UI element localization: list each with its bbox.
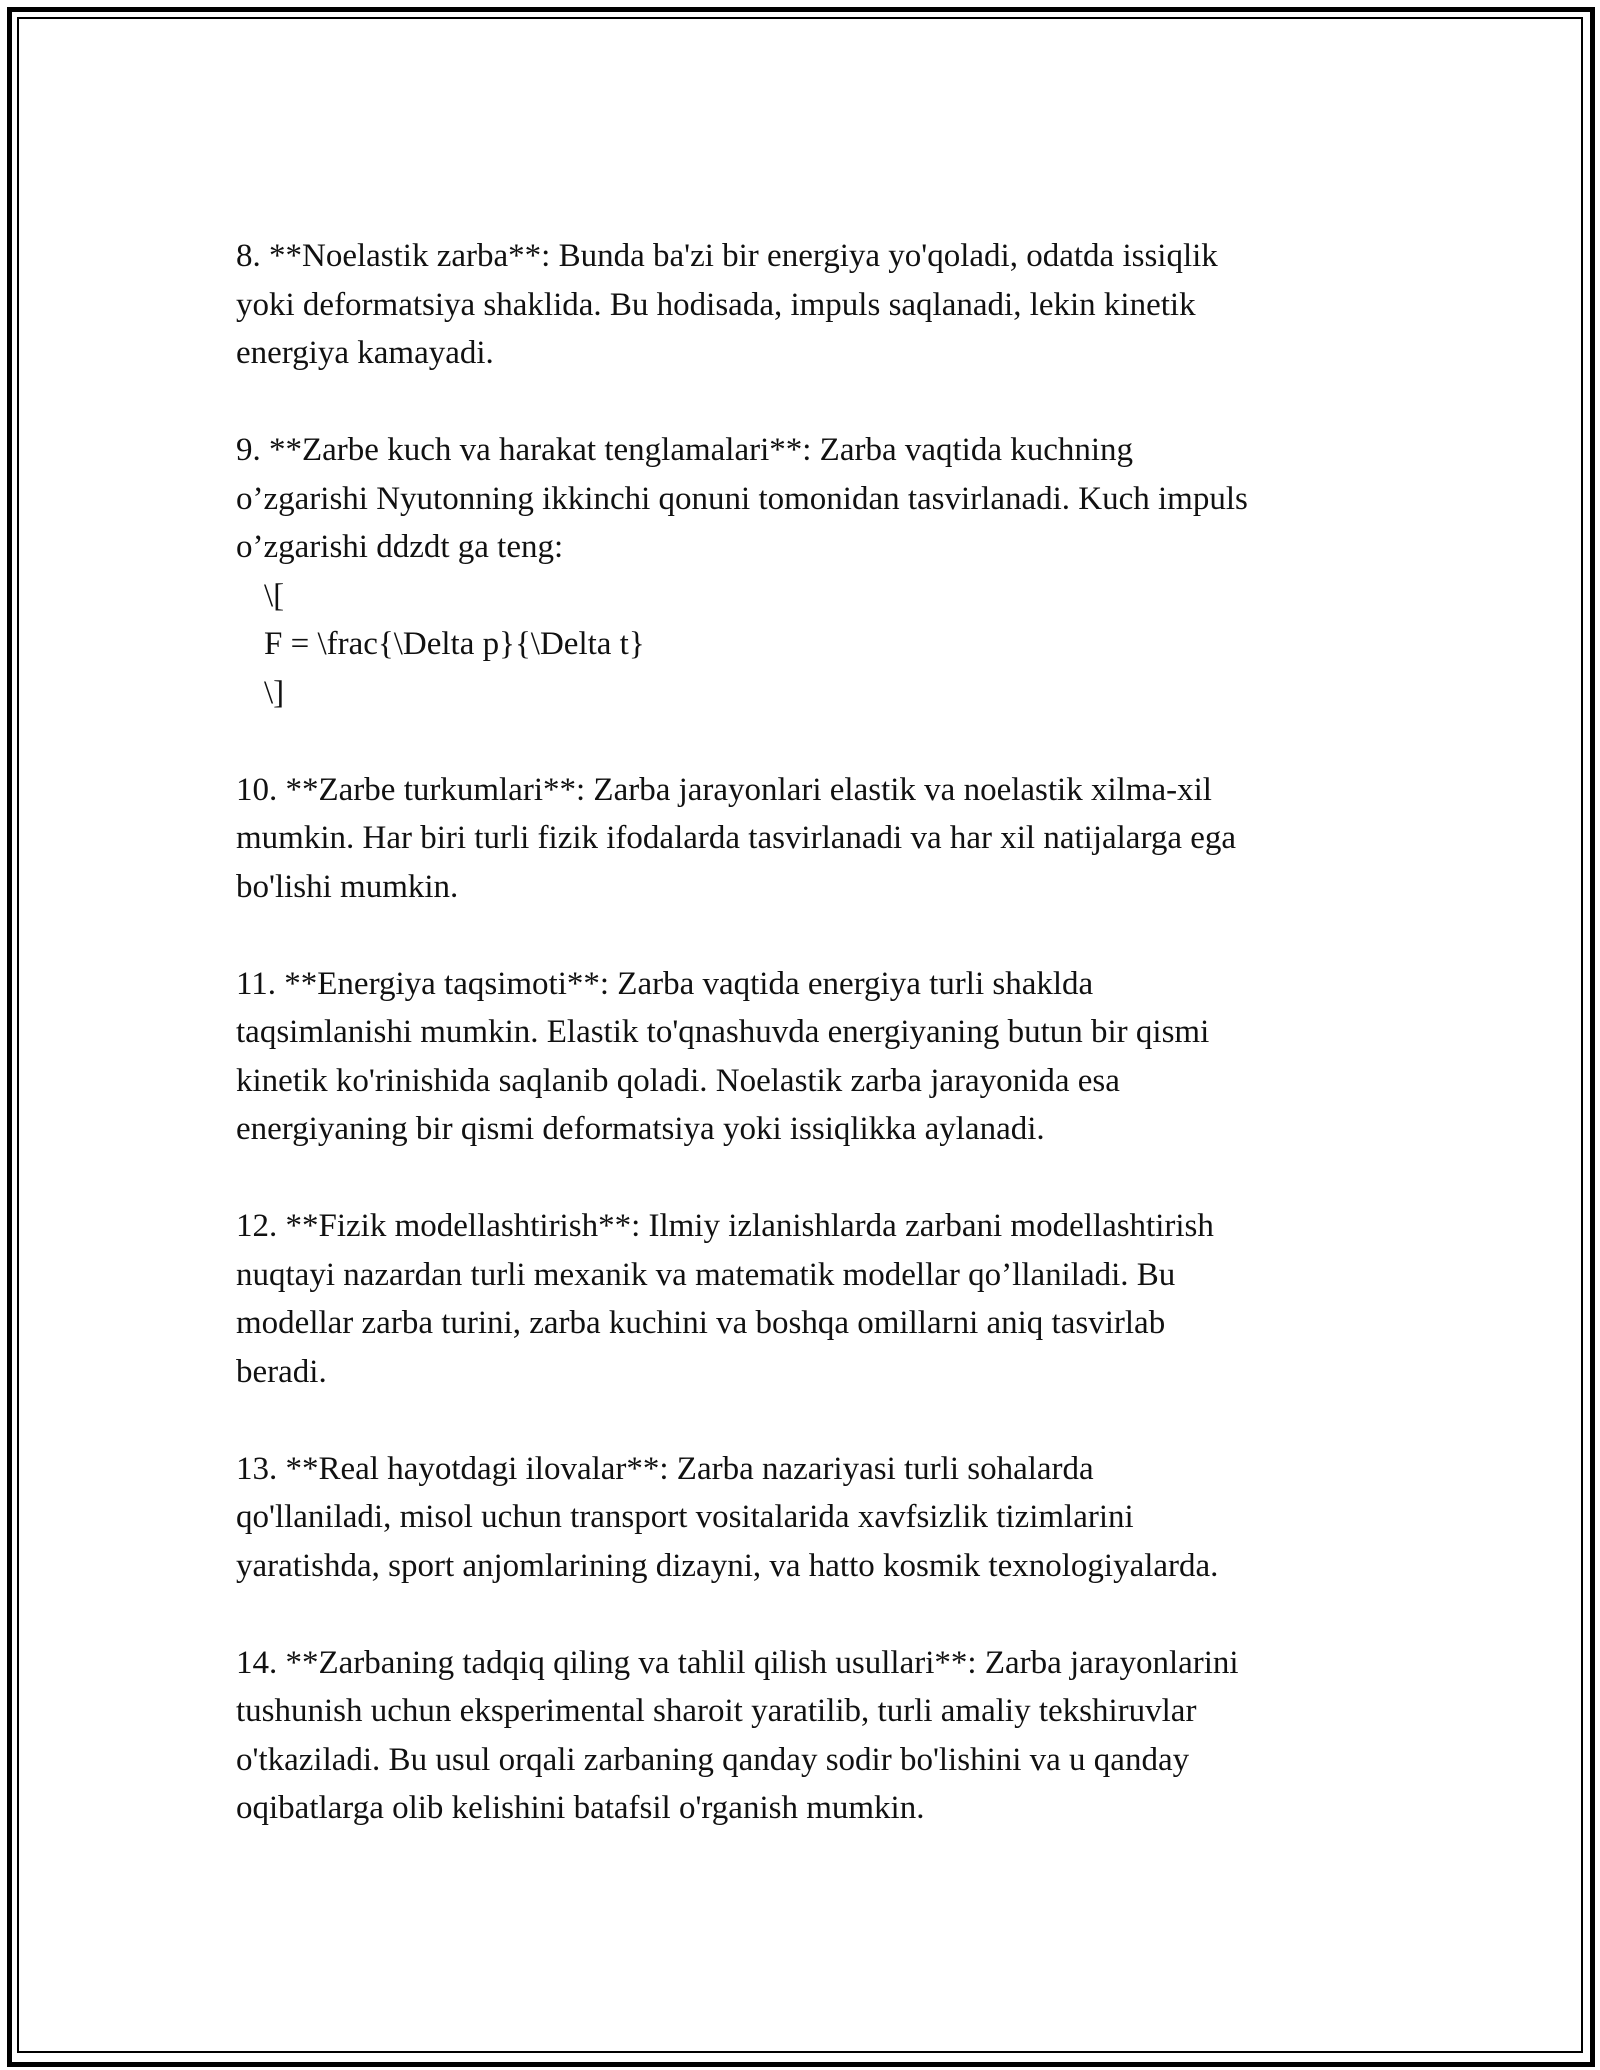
text-line: o’zgarishi ddzdt ga teng: — [236, 529, 564, 565]
formula-line: \[ — [264, 577, 285, 614]
formula-line: F = \frac{\Delta p}{\Delta t} — [264, 626, 645, 662]
paragraph-10 — [236, 766, 1416, 912]
text-line: energiya kamayadi. — [236, 335, 494, 371]
text-line: oqibatlarga olib kelishini batafsil o'rganish mumkin. — [236, 1790, 925, 1826]
text-line: bo'lishi mumkin. — [236, 868, 459, 905]
text-line: qo'llaniladi, misol uchun transport vositalarida xavfsizlik tizimlarini — [236, 1499, 1134, 1535]
paragraph-12 — [236, 1202, 1416, 1396]
text-line: energiyaning bir qismi deformatsiya yoki issiqlikka aylanadi. — [236, 1111, 1045, 1147]
text-line: o’zgarishi Nyutonning ikkinchi qonuni tomonidan tasvirlanadi. Kuch impuls — [236, 480, 1248, 517]
text-line: 9. **Zarbe kuch va harakat tenglamalari**: Zarba vaqtida kuchning — [236, 432, 1134, 468]
text-line: 12. **Fizik modellashtirish**: Ilmiy izlanishlarda zarbani modellashtirish — [236, 1208, 1214, 1244]
text-line: yaratishda, sport anjomlarining dizayni, va hatto kosmik texnologiyalarda. — [236, 1547, 1219, 1584]
text-line: 10. **Zarbe turkumlari**: Zarba jarayonlari elastik va noelastik xilma-xil — [236, 771, 1212, 808]
text-line: o'tkaziladi. Bu usul orqali zarbaning qanday sodir bo'lishini va u qanday — [236, 1741, 1190, 1778]
text-line: 11. **Energiya taqsimoti**: Zarba vaqtida energiya turli shaklda — [236, 965, 1094, 1002]
text-line: taqsimlanishi mumkin. Elastik to'qnashuvda energiyaning butun bir qismi — [236, 1014, 1210, 1050]
text-line: beradi. — [236, 1353, 327, 1390]
paragraph-11 — [236, 960, 1416, 1154]
paragraph-14 — [236, 1639, 1416, 1833]
text-line: mumkin. Har biri turli fizik ifodalarda tasvirlanadi va har xil natijalarga ega — [236, 820, 1237, 856]
text-line: 13. **Real hayotdagi ilovalar**: Zarba nazariyasi turli sohalarda — [236, 1450, 1094, 1487]
formula-line: \] — [264, 674, 285, 711]
text-line: tushunish uchun eksperimental sharoit yaratilib, turli amaliy tekshiruvlar — [236, 1693, 1197, 1729]
document-body — [236, 232, 1416, 1881]
text-line: yoki deformatsiya shaklida. Bu hodisada, impuls saqlanadi, lekin kinetik — [236, 286, 1196, 323]
text-line: 14. **Zarbaning tadqiq qiling va tahlil qilish usullari**: Zarba jarayonlarini — [236, 1644, 1239, 1681]
text-line: modellar zarba turini, zarba kuchini va boshqa omillarni aniq tasvirlab — [236, 1305, 1166, 1341]
paragraph-9 — [236, 426, 1416, 717]
paragraph-13 — [236, 1445, 1416, 1591]
text-line: 8. **Noelastik zarba**: Bunda ba'zi bir energiya yo'qoladi, odatda issiqlik — [236, 238, 1218, 274]
text-line: nuqtayi nazardan turli mexanik va matematik modellar qo’llaniladi. Bu — [236, 1256, 1176, 1293]
paragraph-8 — [236, 232, 1416, 378]
text-line: kinetik ko'rinishida saqlanib qoladi. Noelastik zarba jarayonida esa — [236, 1062, 1120, 1099]
